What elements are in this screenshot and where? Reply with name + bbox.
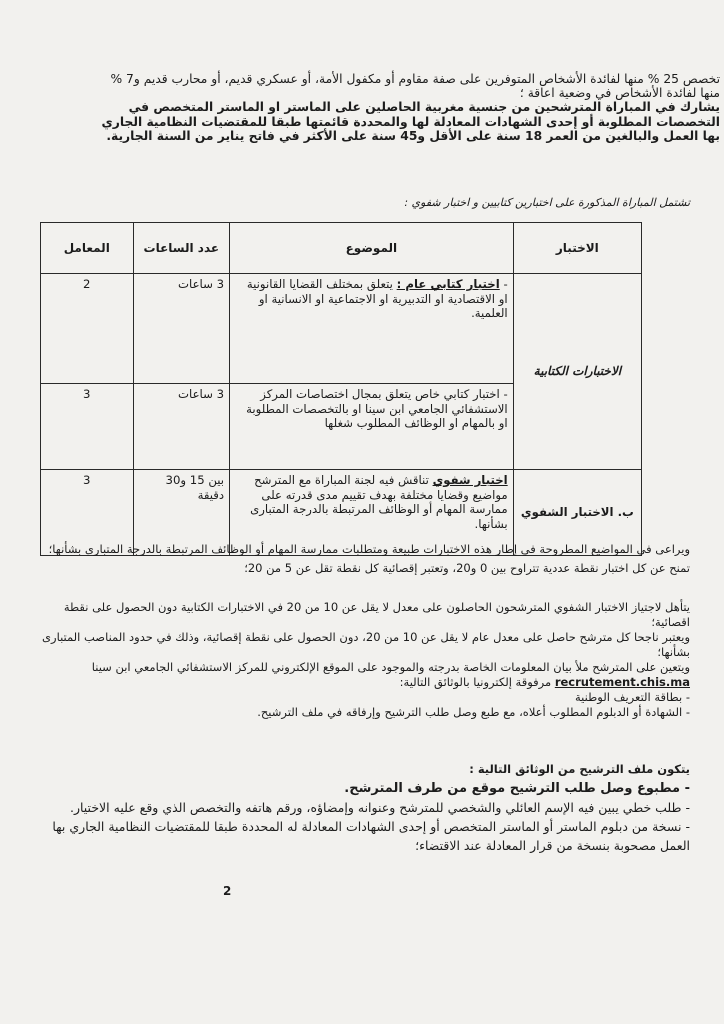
table-row — [41, 274, 642, 384]
coef-cell: 2 — [41, 274, 134, 384]
hours-cell: 3 ساعات — [133, 384, 230, 470]
page-number: 2 — [223, 884, 232, 898]
file-item-request: - طلب خطي يبين فيه الإسم العائلي والشخصي للمترشح وعنوانه وإمضاؤه، ورقم هاتفه والتخصص الذي وقع عليه الاختيار. — [69, 800, 690, 815]
hours-cell: بين 15 و30 دقيقة — [133, 470, 230, 556]
coef-cell: 3 — [41, 384, 134, 470]
exam-table — [40, 222, 642, 556]
note-grading: تمنح عن كل اختبار نقطة عددية تتراوح بين 0 و20، وتعتبر إقصائية كل نقطة تقل عن 5 من 20؛ — [244, 561, 690, 575]
topic-description: يتعلق بمختلف القضايا القانونية او الاقتصادية او التدبيرية او الاجتماعية او الانسانية او العلمية. — [246, 277, 508, 320]
recruitment-link[interactable]: recrutement.chis.ma — [554, 675, 690, 689]
doc-id-card: - بطاقة التعريف الوطنية — [575, 690, 690, 704]
header-coef: المعامل — [41, 223, 134, 274]
header-topic: الموضوع — [230, 223, 514, 274]
file-item-receipt: - مطبوع وصل طلب الترشيح موقع من طرف المترشح. — [344, 781, 690, 796]
table-header-row — [41, 223, 642, 274]
note-online-form: ويتعين على المترشح ملأ بيان المعلومات الخاصة بدرجته والموجود على الموقع الإلكتروني للمركز الاستشفائي الجامعي ابن سينا recrutement.chis.ma مرفوقة إلكترونيا بالوثائق التالية: — [91, 660, 690, 689]
topic-title: اختبار كتابي عام : — [396, 277, 500, 291]
coef-cell: 3 — [41, 470, 134, 556]
file-item-diploma: - نسخة من دبلوم الماستر أو الماستر المتخصص أو إحدى الشهادات المعادلة له المحددة طبقا للمقتضيات النظامية الجاري بها العمل مصحوبة بنسخة من قرار المعادلة عند الاقتضاء؛ — [52, 819, 690, 853]
intro-line-eligibility: يشارك في المباراة المترشحين من جنسية مغربية الحاصلين على الماستر او الماستر المتخصص في التخصصات المطلوبة أو إحدى الشهادات المعادلة لها والمحددة قائمتها طبقا للمقتضيات النظامية الجاري بها العمل والبالغين من العمر 18 سنة على الأقل و45 سنة على الأكثر في فاتح يناير من السنة الجارية. — [101, 100, 720, 143]
hours-cell: 3 ساعات — [133, 274, 230, 384]
intro-line-quota: تخصص 25 % منها لفائدة الأشخاص المتوفرين على صفة مقاوم أو مكفول الأمة، أو عسكري قديم، أو محارب قديم و7 % منها لفائدة الأشخاص في وضعية اعاقة ؛ — [110, 72, 720, 101]
exam-subheading: تشتمل المباراة المذكورة على اختبارين كتابيين و اختبار شفوي : — [404, 196, 690, 209]
note-oral-eligibility: يتأهل لاجتياز الاختبار الشفوي المترشحون الحاصلون على معدل لا يقل عن 10 من 20 في الاختبارات الكتابية دون الحصول على نقطة اقصائية؛ — [63, 600, 690, 629]
file-heading: يتكون ملف الترشيح من الوثائق التالية : — [469, 762, 690, 776]
topic-cell: - اختبار كتابي عام : يتعلق بمختلف القضايا القانونية او الاقتصادية او التدبيرية او الاجتماعية او الانسانية او العلمية. — [230, 274, 514, 384]
topic-description: - اختبار كتابي خاص يتعلق بمجال اختصاصات المركز الاستشفائي الجامعي ابن سينا او بالتخصصات المطلوبة او بالمهام او الوظائف المطلوب شغلها — [246, 387, 508, 430]
written-exams-category: الاختبارات الكتابية — [513, 274, 641, 470]
topic-cell — [230, 384, 514, 470]
file-requirements — [40, 760, 690, 855]
intro-text — [98, 72, 720, 143]
header-exam: الاختبار — [513, 223, 641, 274]
topic-description: تناقش فيه لجنة المباراة مع المترشح مواضيع وقضايا مختلفة بهدف تقييم مدى قدرته على ممارسة المهام أو الوظائف المرتبطة بالدرجة المتبارى بشأنها. — [250, 473, 508, 531]
doc-diploma: - الشهادة أو الدبلوم المطلوب أعلاه، مع طبع وصل طلب الترشيح وإرفاقه في ملف الترشيح. — [257, 705, 690, 719]
header-hours: عدد الساعات — [133, 223, 230, 274]
notes-block-1 — [40, 542, 690, 576]
note-success: ويعتبر ناجحا كل مترشح حاصل على معدل عام لا يقل عن 10 من 20، دون الحصول على نقطة إقصائية، وذلك في حدود المناصب المتبارى بشأنها؛ — [42, 630, 690, 659]
oral-exam-category: ب. الاختبار الشفوي — [513, 470, 641, 556]
note-topics: ويراعى في المواضيع المطروحة في إطار هذه الاختبارات طبيعة ومتطلبات ممارسة المهام أو الوظائف المرتبطة بالدرجة المتبارى بشأنها؛ — [48, 542, 690, 556]
notes-block-2 — [40, 600, 690, 720]
topic-title: اختبار شفوي — [432, 473, 508, 487]
